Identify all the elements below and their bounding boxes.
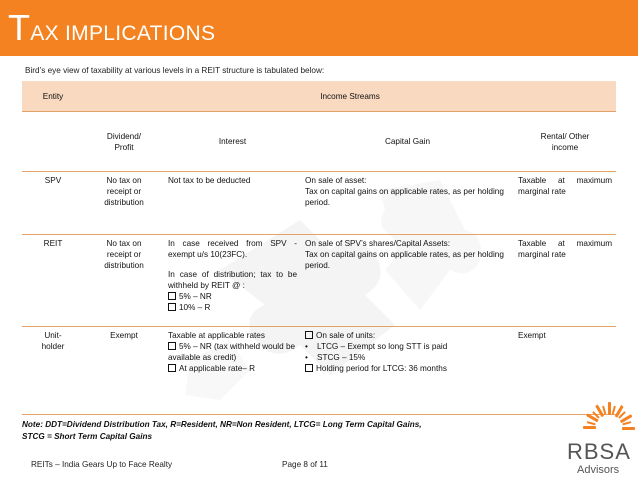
- title-initial: T: [8, 7, 31, 48]
- title-bar: [0, 0, 638, 56]
- entity-line: Unit-: [44, 331, 62, 340]
- rental-cell: Exempt: [514, 327, 616, 415]
- capital-gain-cell: On sale of asset: Tax on capital gains on applicable rates, as per holding period.: [301, 172, 514, 235]
- bullet-list-item: [305, 352, 510, 363]
- checkbox-bullet-icon: [168, 303, 176, 311]
- entity-cell: [22, 327, 84, 415]
- note-line: STCG = Short Term Capital Gains: [22, 432, 153, 441]
- dividend-line: receipt or: [106, 250, 142, 259]
- table-row-reit: [22, 235, 616, 327]
- list-item-text: 5% – NR: [179, 292, 212, 301]
- checkbox-list-item: [305, 330, 510, 341]
- dividend-header: [84, 112, 164, 172]
- table-header-row: [22, 81, 616, 112]
- list-item-text: At applicable rate– R: [179, 364, 256, 373]
- checkbox-bullet-icon: [305, 364, 313, 372]
- list-item-text: On sale of units:: [316, 331, 376, 340]
- income-streams-header: Income Streams: [84, 81, 616, 112]
- logo-wordmark: RBSA: [567, 439, 631, 464]
- interest-cell: Not tax to be deducted: [164, 172, 301, 235]
- rental-header-line: income: [551, 142, 579, 152]
- dividend-header-line: Profit: [114, 142, 134, 152]
- interest-header: Interest: [164, 112, 301, 172]
- dividend-line: No tax on: [106, 176, 142, 185]
- bullet-list-item: [305, 341, 510, 352]
- bullet-icon: •: [305, 353, 308, 362]
- tax-table: [22, 81, 616, 415]
- list-item-text: 10% – R: [179, 303, 211, 312]
- list-item-text: 5% – NR (tax withheld would be available as credit): [168, 342, 296, 362]
- slide-title: [8, 8, 215, 54]
- title-rest: AX IMPLICATIONS: [30, 22, 216, 45]
- checkbox-list-item: [168, 291, 297, 302]
- capital-gain-cell: [301, 327, 514, 415]
- rental-cell: Taxable at maximum marginal rate: [514, 172, 616, 235]
- dividend-line: receipt or: [106, 187, 142, 196]
- interest-line: Taxable at applicable rates: [168, 331, 265, 340]
- table-note: [22, 419, 422, 443]
- rental-cell: Taxable at maximum marginal rate: [514, 235, 616, 327]
- dividend-cell: [84, 172, 164, 235]
- rental-header-line: Rental/ Other: [540, 131, 590, 141]
- entity-line: holder: [41, 342, 65, 351]
- entity-cell: REIT: [22, 235, 84, 327]
- dividend-cell: [84, 235, 164, 327]
- list-item-text: LTCG – Exempt so long STT is paid: [317, 342, 448, 351]
- dividend-header-line: Dividend/: [106, 131, 142, 141]
- interest-paragraph: In case received from SPV - exempt u/s 10(23FC).: [168, 239, 297, 259]
- list-item-text: Holding period for LTCG: 36 months: [316, 364, 447, 373]
- entity-header: Entity: [22, 81, 84, 112]
- checkbox-list-item: [168, 363, 297, 374]
- entity-cell: SPV: [22, 172, 84, 235]
- interest-cell: [164, 235, 301, 327]
- logo-tagline: Advisors: [577, 464, 620, 476]
- list-item-text: STCG – 15%: [317, 353, 366, 362]
- checkbox-bullet-icon: [168, 342, 176, 350]
- rbsa-logo: [509, 400, 637, 479]
- interest-paragraph: In case of distribution; tax to be withheld by REIT @ :: [168, 270, 297, 290]
- dividend-cell: Exempt: [84, 327, 164, 415]
- intro-text: Bird’s eye view of taxability at various levels in a REIT structure is tabulated below:: [25, 66, 325, 75]
- capital-gain-header: Capital Gain: [301, 112, 514, 172]
- dividend-line: No tax on: [106, 239, 142, 248]
- dividend-line: distribution: [104, 261, 144, 270]
- checkbox-bullet-icon: [305, 331, 313, 339]
- footer-title: REITs – India Gears Up to Face Realty: [31, 460, 173, 469]
- bullet-icon: •: [305, 342, 308, 351]
- footer-page-number: Page 8 of 11: [282, 460, 328, 469]
- capital-gain-cell: On sale of SPV’s shares/Capital Assets: Tax on capital gains on applicable rates, as per holding period.: [301, 235, 514, 327]
- table-row-spv: [22, 172, 616, 235]
- rental-header: [514, 112, 616, 172]
- checkbox-bullet-icon: [168, 364, 176, 372]
- interest-cell: [164, 327, 301, 415]
- checkbox-list-item: [168, 341, 297, 363]
- dividend-line: distribution: [104, 198, 144, 207]
- checkbox-list-item: [305, 363, 510, 374]
- empty-cell: [22, 112, 84, 172]
- table-subheader-row: [22, 112, 616, 172]
- note-line: Note: DDT=Dividend Distribution Tax, R=Resident, NR=Non Resident, LTCG= Long Term Capital Gains,: [22, 420, 422, 429]
- checkbox-list-item: [168, 302, 297, 313]
- checkbox-bullet-icon: [168, 292, 176, 300]
